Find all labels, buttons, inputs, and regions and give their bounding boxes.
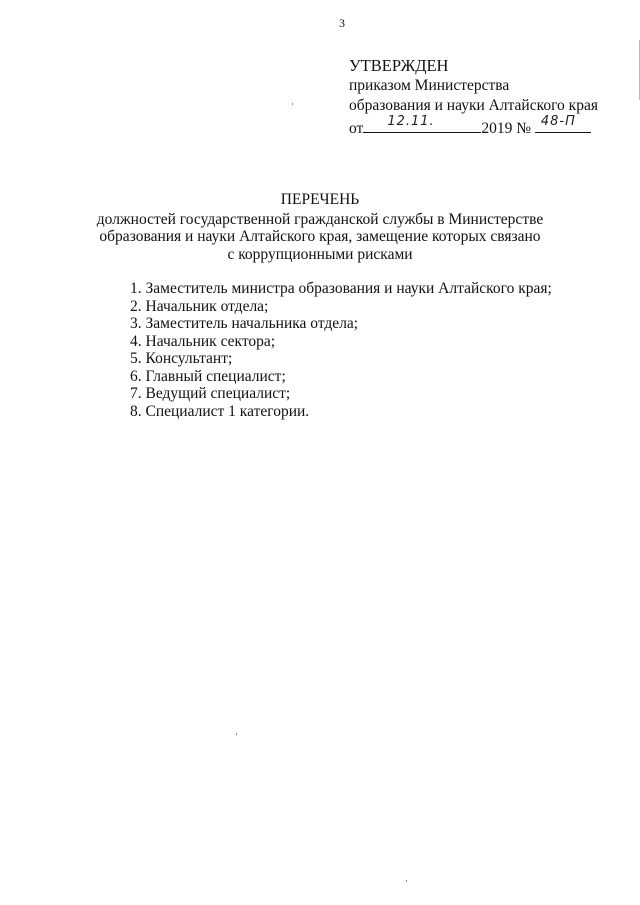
handwritten-date: 12.11. — [387, 114, 435, 129]
document-heading — [0, 191, 640, 263]
scan-speck — [406, 880, 407, 882]
approval-block — [349, 56, 609, 139]
approval-date-line — [349, 116, 609, 139]
approval-ministry-line: образования и науки Алтайского края — [349, 97, 598, 114]
scan-speck — [236, 733, 237, 735]
heading-line-2: образования и науки Алтайского края, замещение которых связано — [99, 228, 541, 245]
heading-line-3: с коррупционными рисками — [227, 245, 413, 263]
list-item: 4. Начальник сектора; — [130, 332, 276, 350]
list-item: 5. Консультант; — [130, 350, 233, 367]
scan-speck — [292, 103, 293, 105]
handwritten-number: 48-П — [540, 114, 576, 129]
number-blank — [535, 116, 591, 133]
list-item: 8. Специалист 1 категории. — [130, 402, 310, 420]
year-and-number-label: 2019 № — [481, 120, 531, 137]
list-item: 2. Начальник отдела; — [130, 297, 269, 315]
date-blank — [363, 116, 481, 133]
heading-line-1: должностей государственной гражданской службы в Министерстве — [96, 210, 544, 228]
list-item: 6. Главный специалист; — [130, 367, 286, 385]
heading-title: ПЕРЕЧЕНЬ — [280, 191, 360, 208]
list-item: 3. Заместитель начальника отдела; — [130, 315, 359, 332]
positions-list — [130, 280, 552, 420]
approval-order-line: приказом Министерства — [349, 77, 510, 94]
list-item: 1. Заместитель министра образования и науки Алтайского края; — [130, 280, 552, 297]
approval-title: УТВЕРЖДЕН — [349, 56, 449, 75]
page-number: 3 — [339, 16, 345, 30]
date-prefix: от — [349, 120, 364, 137]
list-item: 7. Ведущий специалист; — [130, 385, 291, 402]
